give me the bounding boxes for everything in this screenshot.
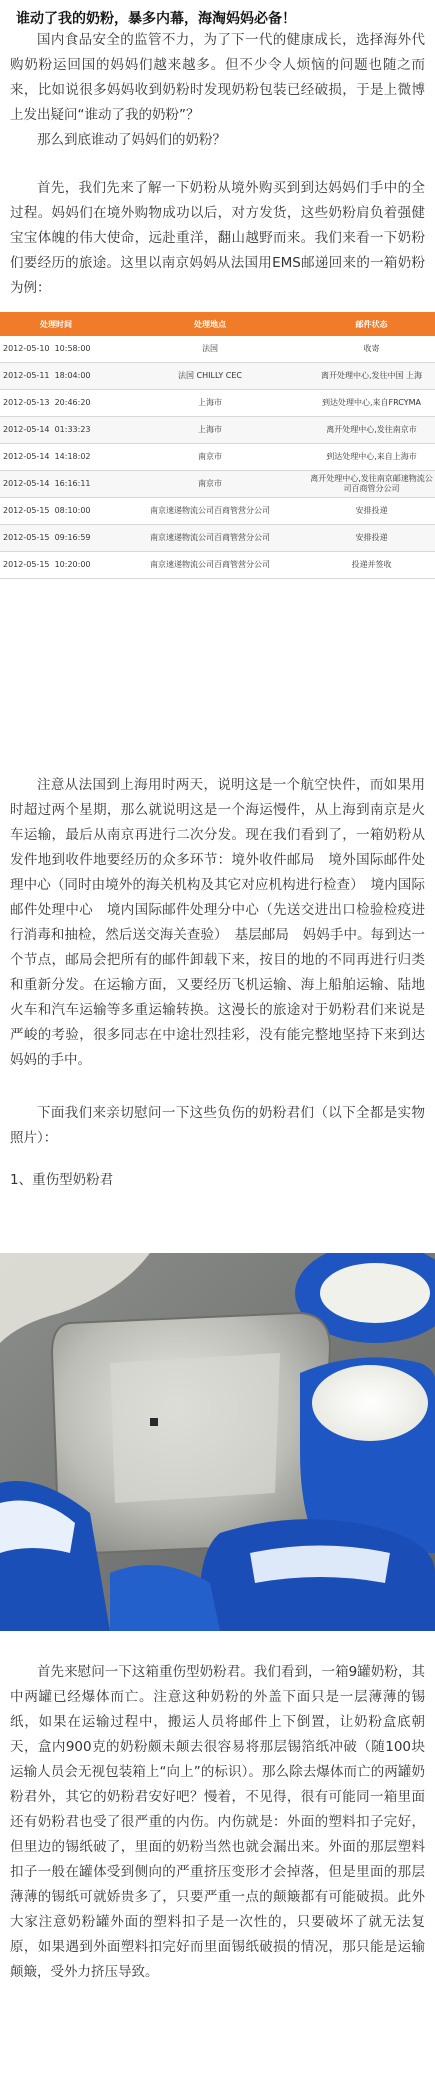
row-clock: 16:16:11 <box>54 479 91 488</box>
row-clock: 01:33:23 <box>54 425 91 434</box>
row-status: 离开处理中心,发往中国 上海 <box>308 363 435 390</box>
table-row <box>0 390 435 417</box>
row-status: 离开处理中心,发往南京邮速物流公司百商管分公司 <box>308 471 435 498</box>
row-clock: 10:20:00 <box>54 560 91 569</box>
table-row <box>0 417 435 444</box>
analysis-paragraph: 注意从法国到上海用时两天，说明这是一个航空快件，而如果用时超过两个星期，那么就说明这是一个海运慢件，从上海到南京是火车运输，最后从南京再进行二次分发。现在我们看到了，一箱奶粉从发件地到收件地要经历的众多环节：境外收件邮局 境外国际邮件处理中心（同时由境外的海关机构及其它对应机构进行检查） 境内国际邮件处理中心 境内国际邮件处理分中心（先送交进出口检验检疫进行消毒和抽检，然后送交海关查验） 基层邮局 妈妈手中。每到达一个节点，邮局会把所有的邮件卸载下来，按目的地的不同再进行归类和重新分发。在运输方面，又要经历飞机运输、海上船舶运输、陆地火车和汽车运输等多重运输转换。这漫长的旅途对于奶粉君们来说是严峻的考验，很多同志在中途壮烈挂彩，没有能完整地坚持下来到达妈妈的手中。 <box>10 777 425 1068</box>
row-status: 安排投递 <box>308 498 435 525</box>
photo-illustration <box>0 1253 435 1631</box>
table-row <box>0 552 435 579</box>
photos-intro-paragraph: 下面我们来亲切慰问一下这些负伤的奶粉君们（以下全都是实物照片）： <box>10 1105 425 1146</box>
tracking-table <box>0 312 435 579</box>
row-date: 2012-05-14 <box>3 425 50 434</box>
row-clock: 18:04:00 <box>54 371 91 380</box>
row-location: 南京速递物流公司百商管营分公司 <box>112 552 308 579</box>
row-location: 法国 CHILLY CEC <box>112 363 308 390</box>
row-date: 2012-05-15 <box>3 506 50 515</box>
article-title: 谁动了我的奶粉，暴多内幕，海淘妈妈必备！ <box>16 11 296 27</box>
table-row <box>0 336 435 363</box>
row-location: 南京速递物流公司百商管营分公司 <box>112 498 308 525</box>
process-paragraph: 首先，我们先来了解一下奶粉从境外购买到到达妈妈们手中的全过程。妈妈们在境外购物成功以后，对方发货，这些奶粉肩负着强健宝宝体魄的伟大使命，远赴重洋，翻山越野而来。我们来看一下奶粉们要经历的旅途。这里以南京妈妈从法国用EMS邮递回来的一箱奶粉为例： <box>10 180 425 296</box>
intro-paragraph: 国内食品安全的监管不力，为了下一代的健康成长，选择海外代购奶粉运回国的妈妈们越来越多。但不少令人烦恼的问题也随之而来，比如说很多妈妈收到奶粉时发现奶粉包装已经破损，于是上微博上发出疑问“谁动了我的奶粉”？ <box>10 32 425 123</box>
row-time <box>0 471 112 498</box>
damaged-formula-photo <box>0 1253 435 1631</box>
row-time <box>0 498 112 525</box>
row-status: 离开处理中心,发往南京市 <box>308 417 435 444</box>
row-date: 2012-05-10 <box>3 344 50 353</box>
row-time <box>0 552 112 579</box>
row-location: 法国 <box>112 336 308 363</box>
question-paragraph: 那么到底谁动了妈妈们的奶粉？ <box>37 132 226 148</box>
row-date: 2012-05-15 <box>3 533 50 542</box>
row-date: 2012-05-14 <box>3 479 50 488</box>
row-time <box>0 525 112 552</box>
row-time <box>0 417 112 444</box>
row-clock: 14:18:02 <box>54 452 91 461</box>
table-row <box>0 444 435 471</box>
row-date: 2012-05-11 <box>3 371 50 380</box>
row-location: 南京速递物流公司百商管营分公司 <box>112 525 308 552</box>
table-header-row <box>0 312 435 336</box>
row-status: 投递并签收 <box>308 552 435 579</box>
row-time <box>0 444 112 471</box>
row-date: 2012-05-14 <box>3 452 50 461</box>
row-date: 2012-05-15 <box>3 560 50 569</box>
row-clock: 08:10:00 <box>54 506 91 515</box>
row-time <box>0 363 112 390</box>
table-row <box>0 471 435 498</box>
header-status: 邮件状态 <box>308 312 435 336</box>
section1-paragraph: 首先来慰问一下这箱重伤型奶粉君。我们看到，一箱9罐奶粉，其中两罐已经爆体而亡。注意这种奶粉的外盖下面只是一层薄薄的锡纸，如果在运输过程中，搬运人员将邮件上下倒置，让奶粉盒底朝天，盒内900克的奶粉颇未颠去很容易将那层锡箔纸冲破（随100块运输人员会无视包装箱上“向上”的标识）。那么除去爆体而亡的两罐奶粉君外，其它的奶粉君安好吧？慢着，不见得，很有可能同一箱里面还有奶粉君也受了很严重的内伤。内伤就是：外面的塑料扣子完好，但里边的锡纸破了，里面的奶粉当然也就会漏出来。外面的那层塑料扣子一般在罐体受到侧向的严重挤压变形才会掉落，但是里面的那层薄薄的锡纸可就娇贵多了，只要严重一点的颠簸都有可能破损。此外大家注意奶粉罐外面的塑料扣子是一次性的，只要破坏了就无法复原，如果遇到外面塑料扣完好而里面锡纸破损的情况，那只能是运输颠簸，受外力挤压导致。 <box>10 1664 425 1980</box>
table-row <box>0 525 435 552</box>
row-status: 到达处理中心,来自上海市 <box>308 444 435 471</box>
row-clock: 20:46:20 <box>54 398 91 407</box>
row-status: 安排投递 <box>308 525 435 552</box>
header-time: 处理时间 <box>0 312 112 336</box>
row-location: 上海市 <box>112 390 308 417</box>
row-location: 上海市 <box>112 417 308 444</box>
table-row <box>0 363 435 390</box>
header-location: 处理地点 <box>112 312 308 336</box>
row-status: 收寄 <box>308 336 435 363</box>
row-clock: 09:16:59 <box>54 533 91 542</box>
row-location: 南京市 <box>112 471 308 498</box>
row-status: 到达处理中心,来自FRCYMA <box>308 390 435 417</box>
table-row <box>0 498 435 525</box>
row-clock: 10:58:00 <box>54 344 91 353</box>
row-date: 2012-05-13 <box>3 398 50 407</box>
section-heading: 1、重伤型奶粉君 <box>10 1172 114 1188</box>
row-location: 南京市 <box>112 444 308 471</box>
row-time <box>0 390 112 417</box>
row-time <box>0 336 112 363</box>
